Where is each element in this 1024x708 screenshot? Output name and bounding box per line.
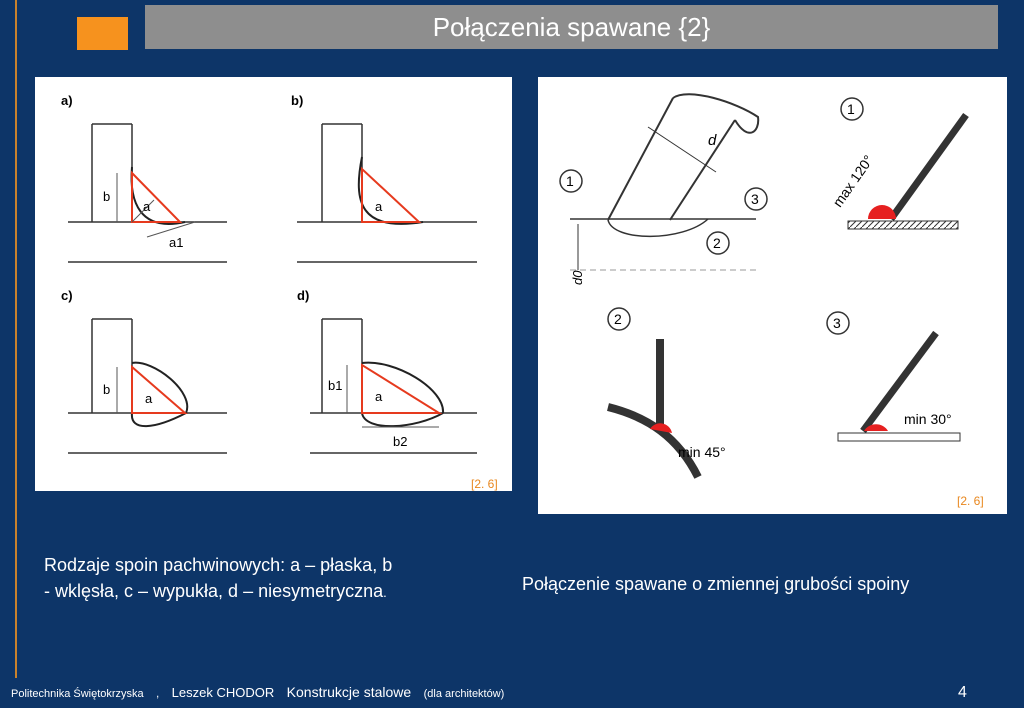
panel-b-label-a: a [375,199,383,214]
left-caption-line1: Rodzaje spoin pachwinowych: a – płaska, b [44,555,393,575]
fillet-weld-types-drawing [35,77,512,491]
panel-d-label-b2: b2 [393,434,408,449]
panel-a-label-b: b [103,189,111,204]
angle-min-45: min 45° [678,444,726,460]
footer-audience: (dla architektów) [423,688,505,700]
footer-author: Leszek CHODOR [171,685,275,700]
footer-institution: Politechnika Świętokrzyska [11,688,144,700]
panel-d-letter: d) [297,288,310,303]
left-figure-citation: [2. 6] [471,477,498,491]
left-figure-caption [44,552,494,606]
panel-a-label-a: a [143,199,151,214]
footer-separator: , [156,688,160,700]
fillet-weld-types-figure [35,77,512,491]
angle-max-120: max 120° [829,152,877,210]
panel-c-label-a: a [145,391,153,406]
detail-3-marker: 3 [833,315,841,331]
page-number: 4 [958,684,967,701]
variable-thickness-weld-figure [538,77,1007,514]
slide-title: Połączenia spawane {2} [145,5,998,49]
panel-d-label-b1: b1 [328,378,343,393]
panel-b-letter: b) [291,93,304,108]
panel-d-label-a: a [375,389,383,404]
angle-min-30: min 30° [904,411,952,427]
marker-1: 1 [566,173,574,189]
dimension-d0-label: d0 [570,270,585,285]
panel-a-label-a1: a1 [169,235,184,250]
dimension-d-label: d [708,132,717,149]
variable-thickness-weld-drawing [538,77,1007,514]
right-figure-citation: [2. 6] [957,494,984,508]
left-caption-line2: - wklęsła, c – wypukła, d – niesymetryczna [44,581,384,601]
footer-course: Konstrukcje stalowe [286,684,412,700]
panel-c-label-b: b [103,382,111,397]
panel-c-letter: c) [61,288,73,303]
marker-3: 3 [751,191,759,207]
detail-2-marker: 2 [614,311,622,327]
orange-accent-box [77,17,128,50]
panel-a-letter: a) [61,93,73,108]
detail-1-marker: 1 [847,101,855,117]
marker-2: 2 [713,235,721,251]
right-figure-caption: Połączenie spawane o zmiennej grubości spoiny [522,574,910,594]
footer [11,684,512,702]
left-accent-line [15,0,17,678]
left-caption-end: . [383,585,387,600]
